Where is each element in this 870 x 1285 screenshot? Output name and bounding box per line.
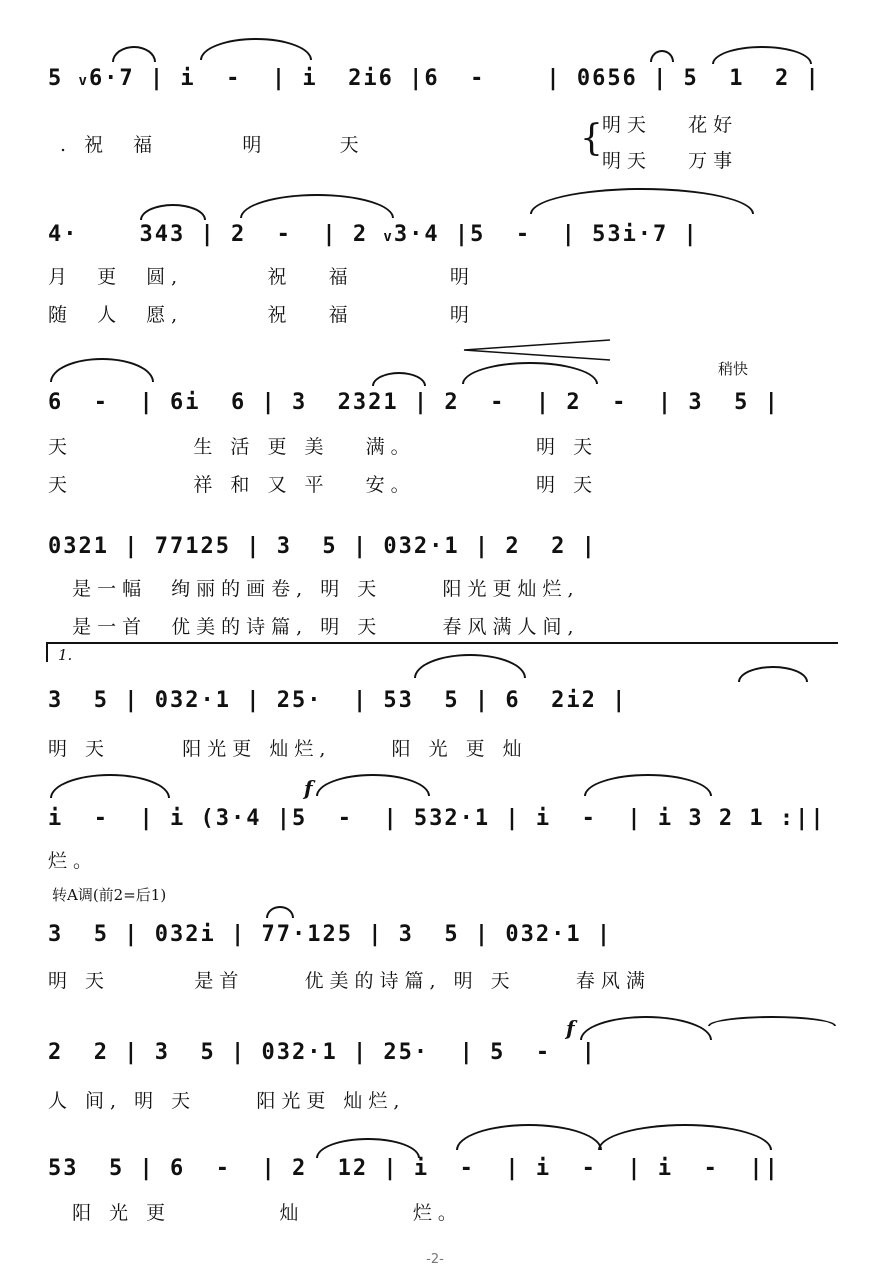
slur [584,774,712,796]
slur [598,1124,772,1150]
page-number: -2- [426,1252,444,1267]
crescendo-hairpin [462,338,612,362]
notation-row-6: i - | i (3·4 |5 - | 532·1 | i - | i 3 2 1 :|| [48,806,826,831]
slur [266,906,294,918]
notation-row-1: 5 v6·7 | i - | i 2i6 |6 - | 0656 | 5 1 2 | [48,66,821,91]
slur [316,774,430,796]
dynamic-forte: f [304,776,313,800]
lyrics-row-2a: 月 更 圆, 祝 福 明 [48,266,475,288]
slur [372,372,426,386]
notation-row-4: 0321 | 77125 | 3 5 | 032·1 | 2 2 | [48,534,597,559]
notation-row-7: 3 5 | 032i | 77·125 | 3 5 | 032·1 | [48,922,613,947]
notation-row-5: 3 5 | 032·1 | 25· | 53 5 | 6 2i2 | [48,688,628,713]
volta-label: 1. [58,646,73,664]
lyrics-row-5: 明 天 阳光更 灿烂, 阳 光 更 灿 [48,738,528,760]
lyrics-row-1: . 祝 福 明 天 [60,134,365,156]
lyrics-aside-2: 明天 万事 [602,150,739,172]
lyrics-row-4b: 是一首 优美的诗篇, 明 天 春风满人间, [48,616,580,638]
slur [712,46,812,64]
lyrics-row-3b: 天 祥 和 又 平 安。 明 天 [48,474,599,496]
brace-icon: { [580,118,603,159]
slur [316,1138,420,1158]
slur [650,50,674,62]
slur [708,1016,836,1026]
lyrics-row-6: 烂。 [48,850,99,872]
notation-row-9: 53 5 | 6 - | 2 12 | i - | i - | i - || [48,1156,780,1181]
slur [50,358,154,382]
slur [462,362,598,384]
slur [112,46,156,62]
slur [530,188,754,214]
notation-row-2: 4· 343 | 2 - | 2 v3·4 |5 - | 53i·7 | [48,222,699,247]
lyrics-aside-1: 明天 花好 [602,114,739,136]
notation-row-3: 6 - | 6i 6 | 3 2321 | 2 - | 2 - | 3 5 | [48,390,780,415]
lyrics-row-9: 阳 光 更 灿 烂。 [48,1202,463,1224]
lyrics-row-8: 人 间, 明 天 阳光更 灿烂, [48,1090,406,1112]
tempo-marking: 稍快 [718,360,749,378]
slur [240,194,394,218]
slur [140,204,206,220]
lyrics-row-3a: 天 生 活 更 美 满。 明 天 [48,436,599,458]
slur [200,38,312,60]
slur [456,1124,602,1150]
lyrics-row-2b: 随 人 愿, 祝 福 明 [48,304,475,326]
slur [50,774,170,798]
slur [580,1016,712,1040]
notation-row-8: 2 2 | 3 5 | 032·1 | 25· | 5 - | [48,1040,597,1065]
lyrics-row-7: 明 天 是首 优美的诗篇, 明 天 春风满 [48,970,651,992]
key-change: 转A调(前2=后1) [52,886,167,904]
slur [738,666,808,682]
dynamic-forte: f [566,1016,575,1040]
lyrics-row-4a: 是一幅 绚丽的画卷, 明 天 阳光更灿烂, [48,578,580,600]
